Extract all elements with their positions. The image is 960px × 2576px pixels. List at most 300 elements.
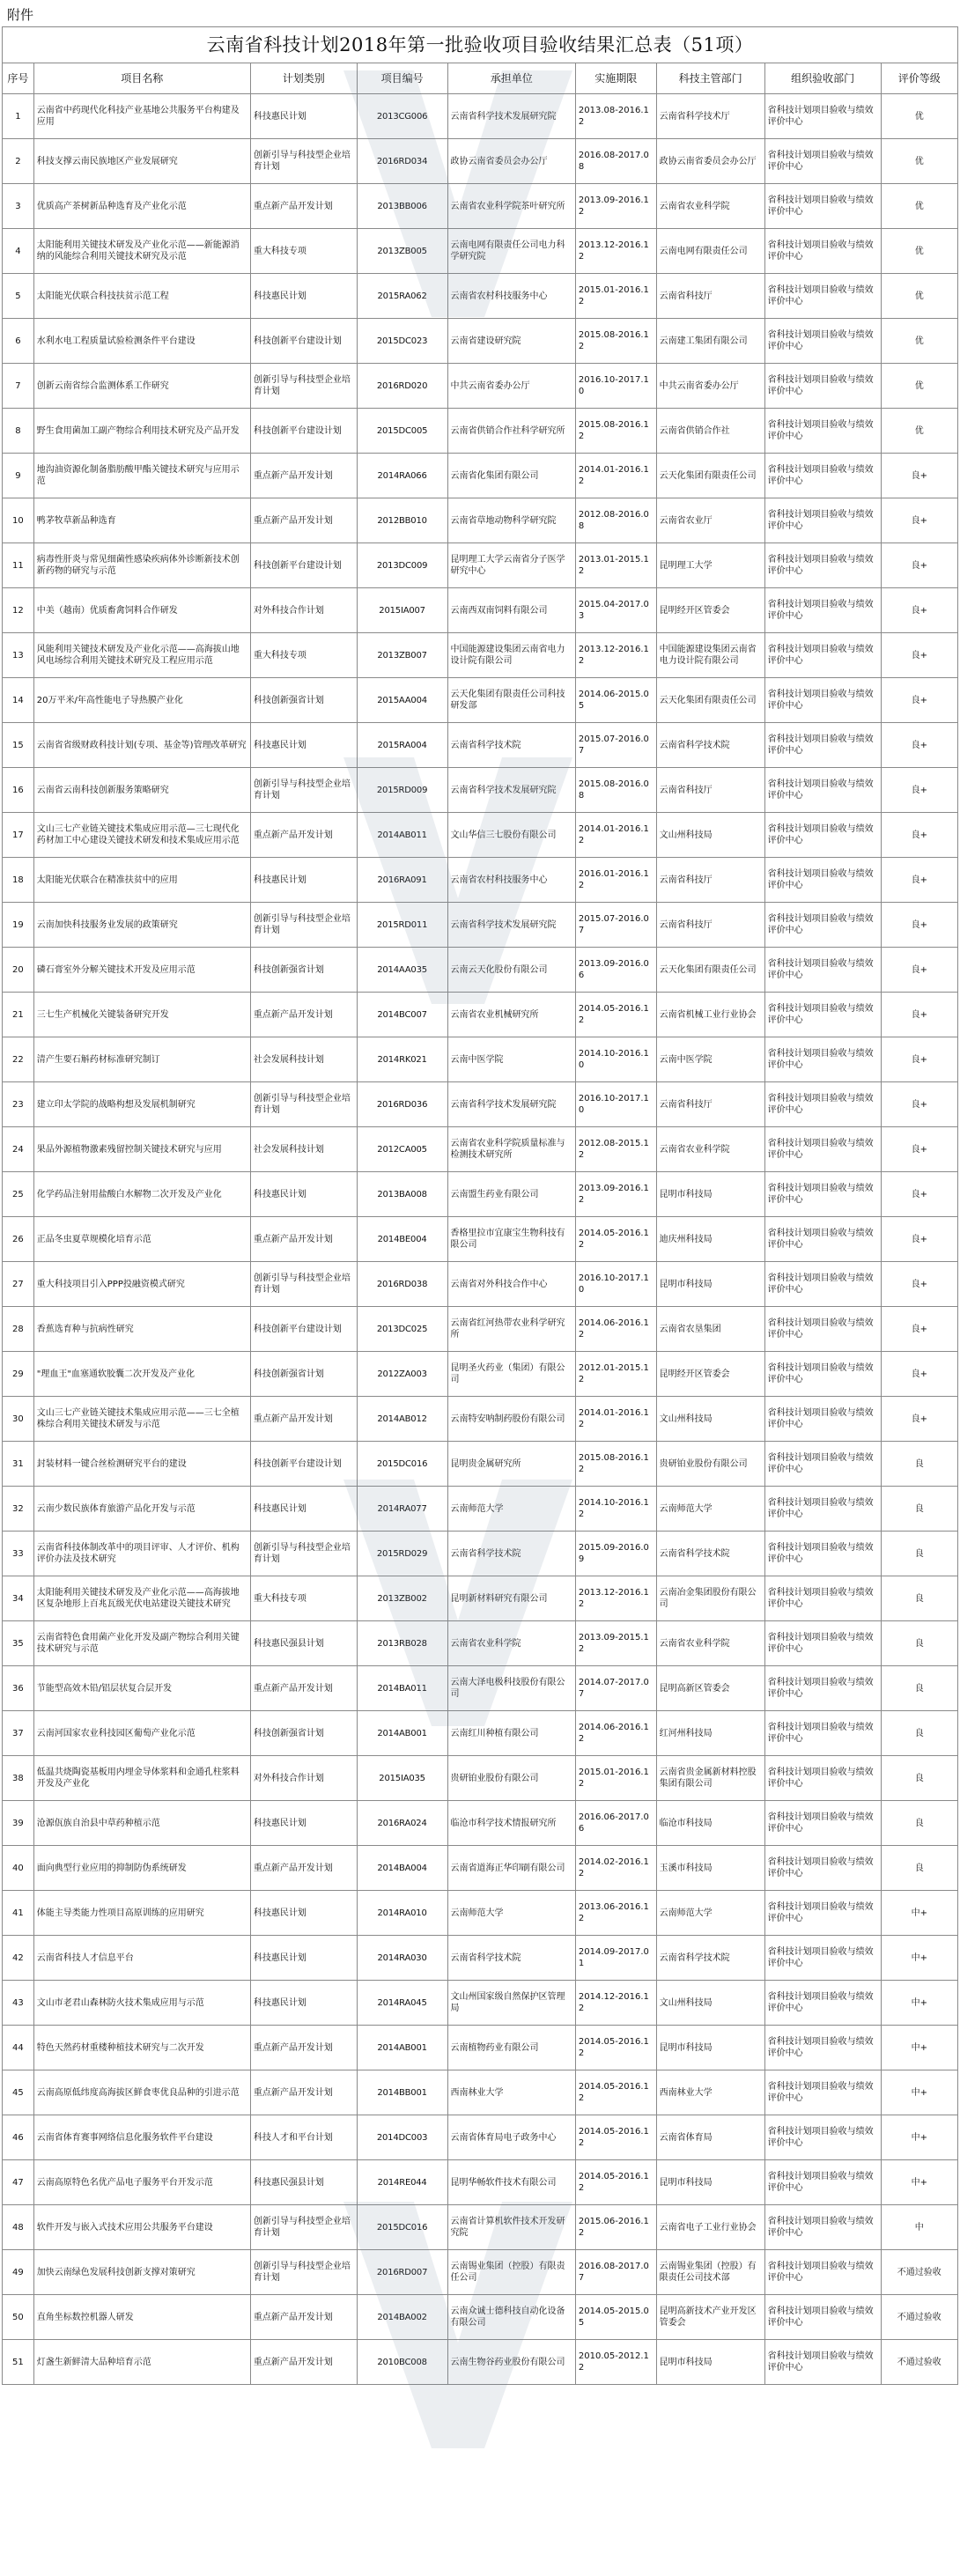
acceptance-department: 省科技计划项目验收与绩效评价中心 [764,1532,881,1576]
project-code: 2014RK021 [357,1037,447,1082]
program-category: 创新引导与科技型企业培育计划 [250,139,357,184]
undertaking-organization: 云南省道海正华印刷有限公司 [447,1846,575,1891]
table-row [3,319,958,364]
program-category: 创新引导与科技型企业培育计划 [250,1082,357,1127]
undertaking-organization: 文山华信三七股份有限公司 [447,813,575,858]
evaluation-grade: 优 [881,409,957,454]
project-name: 太阳能利用关键技术研发及产业化示范——新能源消纳的风能综合利用关键技术研究及示范 [33,229,250,274]
supervising-department: 贵研铂业股份有限公司 [656,1442,764,1487]
project-name: 中美（越南）优质畜禽饲料合作研发 [33,588,250,633]
implementation-period: 2013.12-2016.12 [575,1576,656,1621]
project-name: 云南少数民族体育旅游产品化开发与示范 [33,1487,250,1532]
supervising-department: 云南省农业科学院 [656,184,764,229]
row-number: 38 [3,1756,34,1801]
project-code: 2014BA004 [357,1846,447,1891]
acceptance-department: 省科技计划项目验收与绩效评价中心 [764,1981,881,2026]
row-number: 37 [3,1711,34,1756]
program-category: 创新引导与科技型企业培育计划 [250,1532,357,1576]
evaluation-grade: 良+ [881,1127,957,1172]
table-row [3,1801,958,1846]
evaluation-grade: 良+ [881,454,957,498]
program-category: 重点新产品开发计划 [250,993,357,1037]
project-name: 云南河国家农业科技园区葡萄产业化示范 [33,1711,250,1756]
program-category: 科技创新平台建设计划 [250,409,357,454]
project-name: 磷石膏室外分解关键技术开发及应用示范 [33,948,250,993]
acceptance-department: 省科技计划项目验收与绩效评价中心 [764,454,881,498]
row-number: 9 [3,454,34,498]
project-name: 香蕉选育种与抗病性研究 [33,1307,250,1352]
project-code: 2014DC003 [357,2115,447,2160]
project-code: 2014AB001 [357,1711,447,1756]
project-name: 云南省中药现代化科技产业基地公共服务平台构建及应用 [33,94,250,139]
undertaking-organization: 云南省农村科技服务中心 [447,858,575,903]
project-code: 2016RA024 [357,1801,447,1846]
undertaking-organization: 云南省农村科技服务中心 [447,274,575,319]
undertaking-organization: 云南省农业科学院茶叶研究所 [447,184,575,229]
supervising-department: 云南省农业科学院 [656,1621,764,1666]
project-name: 节能型高效木铅/铝层状复合层开发 [33,1666,250,1711]
program-category: 重点新产品开发计划 [250,1397,357,1442]
project-name: 地沟油资源化制备脂肪酸甲酯关键技术研究与应用示范 [33,454,250,498]
undertaking-organization: 云南生物谷药业股份有限公司 [447,2340,575,2385]
acceptance-department: 省科技计划项目验收与绩效评价中心 [764,993,881,1037]
undertaking-organization: 西南林业大学 [447,2070,575,2115]
supervising-department: 云南省科技厅 [656,903,764,948]
evaluation-grade: 良+ [881,768,957,813]
project-code: 2015RA004 [357,723,447,768]
undertaking-organization: 文山州国家级自然保护区管理局 [447,1981,575,2026]
project-code: 2016RD038 [357,1262,447,1307]
project-code: 2013ZB007 [357,633,447,678]
project-code: 2015DC016 [357,2205,447,2250]
supervising-department: 昆明高新区管委会 [656,1666,764,1711]
undertaking-organization: 香格里拉市宜康宝生物科技有限公司 [447,1217,575,1262]
acceptance-department: 省科技计划项目验收与绩效评价中心 [764,2295,881,2340]
table-row [3,723,958,768]
project-name: 云南省省级财政科技计划(专项、基金等)管理改革研究 [33,723,250,768]
program-category: 科技惠民强县计划 [250,2160,357,2205]
row-number: 8 [3,409,34,454]
row-number: 31 [3,1442,34,1487]
acceptance-department: 省科技计划项目验收与绩效评价中心 [764,364,881,409]
project-name: 云南省体育赛事网络信息化服务软件平台建设 [33,2115,250,2160]
project-name: 文山三七产业链关键技术集成应用示范——三七全植株综合利用关键技术研发与示范 [33,1397,250,1442]
project-code: 2015DC023 [357,319,447,364]
program-category: 重点新产品开发计划 [250,2026,357,2070]
supervising-department: 云南省农业厅 [656,498,764,543]
implementation-period: 2016.10-2017.10 [575,1082,656,1127]
row-number: 7 [3,364,34,409]
undertaking-organization: 云南省供销合作社科学研究所 [447,409,575,454]
acceptance-department: 省科技计划项目验收与绩效评价中心 [764,498,881,543]
supervising-department: 云南省科学技术院 [656,1936,764,1981]
undertaking-organization: 云南红川种植有限公司 [447,1711,575,1756]
implementation-period: 2010.05-2012.12 [575,2340,656,2385]
row-number: 47 [3,2160,34,2205]
implementation-period: 2014.06-2016.12 [575,1711,656,1756]
project-code: 2013CG006 [357,94,447,139]
undertaking-organization: 云南省体育局电子政务中心 [447,2115,575,2160]
implementation-period: 2015.08-2016.12 [575,1442,656,1487]
evaluation-grade: 中 [881,2205,957,2250]
project-name: 软件开发与嵌入式技术应用公共服务平台建设 [33,2205,250,2250]
evaluation-grade: 良+ [881,1217,957,1262]
acceptance-department: 省科技计划项目验收与绩效评价中心 [764,94,881,139]
program-category: 科技惠民计划 [250,1891,357,1936]
evaluation-grade: 良+ [881,678,957,723]
project-name: 创新云南省综合监测体系工作研究 [33,364,250,409]
table-row [3,2070,958,2115]
row-number: 44 [3,2026,34,2070]
row-number: 29 [3,1352,34,1397]
evaluation-grade: 良 [881,1801,957,1846]
program-category: 创新引导与科技型企业培育计划 [250,2205,357,2250]
header-acceptance-dept: 组织验收部门 [764,63,881,94]
supervising-department: 昆明高新技术产业开发区管委会 [656,2295,764,2340]
project-code: 2015IA035 [357,1756,447,1801]
supervising-department: 昆明理工大学 [656,543,764,588]
undertaking-organization: 云南省建设研究院 [447,319,575,364]
project-name: 云南省科技体制改革中的项目评审、人才评价、机构评价办法及技术研究 [33,1532,250,1576]
undertaking-organization: 云南众诚士德科技自动化设备有限公司 [447,2295,575,2340]
acceptance-department: 省科技计划项目验收与绩效评价中心 [764,274,881,319]
acceptance-department: 省科技计划项目验收与绩效评价中心 [764,1487,881,1532]
table-row [3,364,958,409]
project-name: 云南省特色食用菌产业化开发及副产物综合利用关键技术研究与示范 [33,1621,250,1666]
supervising-department: 昆明经开区管委会 [656,588,764,633]
program-category: 对外科技合作计划 [250,588,357,633]
program-category: 创新引导与科技型企业培育计划 [250,903,357,948]
project-name: 建立印太学院的战略构想及发展机制研究 [33,1082,250,1127]
implementation-period: 2014.06-2015.05 [575,678,656,723]
project-name: 清产生要石斛药材标准研究制订 [33,1037,250,1082]
undertaking-organization: 昆明贵金属研究所 [447,1442,575,1487]
project-name: 云南省云南科技创新服务策略研究 [33,768,250,813]
row-number: 27 [3,1262,34,1307]
table-row [3,498,958,543]
implementation-period: 2013.12-2016.12 [575,229,656,274]
row-number: 32 [3,1487,34,1532]
program-category: 创新引导与科技型企业培育计划 [250,2250,357,2295]
acceptance-department: 省科技计划项目验收与绩效评价中心 [764,1711,881,1756]
project-name: 正品冬虫夏草规模化培育示范 [33,1217,250,1262]
implementation-period: 2013.09-2016.06 [575,948,656,993]
table-row [3,1487,958,1532]
project-code: 2012CA005 [357,1127,447,1172]
program-category: 科技创新强省计划 [250,1711,357,1756]
header-no: 序号 [3,63,34,94]
table-row [3,543,958,588]
program-category: 重点新产品开发计划 [250,1846,357,1891]
table-row [3,1666,958,1711]
project-name: 加快云南绿色发展科技创新支撑对策研究 [33,2250,250,2295]
row-number: 33 [3,1532,34,1576]
project-name: 体能主导类能力性项目高原训练的应用研究 [33,1891,250,1936]
acceptance-department: 省科技计划项目验收与绩效评价中心 [764,319,881,364]
project-name: 封装材料一键合丝检测研究平台的建设 [33,1442,250,1487]
header-organization: 承担单位 [447,63,575,94]
program-category: 重点新产品开发计划 [250,2070,357,2115]
project-name: 特色天然药材重楼种植技术研究与二次开发 [33,2026,250,2070]
supervising-department: 玉溪市科技局 [656,1846,764,1891]
project-name: 云南高原特色名优产品电子服务平台开发示范 [33,2160,250,2205]
implementation-period: 2016.10-2017.10 [575,1262,656,1307]
row-number: 49 [3,2250,34,2295]
evaluation-grade: 良+ [881,1262,957,1307]
supervising-department: 云南省农业科学院 [656,1127,764,1172]
project-code: 2014BE004 [357,1217,447,1262]
implementation-period: 2014.07-2017.07 [575,1666,656,1711]
evaluation-grade: 优 [881,319,957,364]
program-category: 对外科技合作计划 [250,1756,357,1801]
acceptance-department: 省科技计划项目验收与绩效评价中心 [764,2026,881,2070]
header-project-name: 项目名称 [33,63,250,94]
row-number: 45 [3,2070,34,2115]
supervising-department: 云南省农垦集团 [656,1307,764,1352]
project-code: 2015RD029 [357,1532,447,1576]
implementation-period: 2015.07-2016.07 [575,723,656,768]
table-row [3,1397,958,1442]
project-code: 2014RE044 [357,2160,447,2205]
acceptance-department: 省科技计划项目验收与绩效评价中心 [764,1262,881,1307]
undertaking-organization: 云南中医学院 [447,1037,575,1082]
project-code: 2014BB001 [357,2070,447,2115]
row-number: 20 [3,948,34,993]
row-number: 48 [3,2205,34,2250]
table-row [3,229,958,274]
acceptance-department: 省科技计划项目验收与绩效评价中心 [764,1442,881,1487]
implementation-period: 2014.05-2016.12 [575,2026,656,2070]
implementation-period: 2014.01-2016.12 [575,454,656,498]
acceptance-department: 省科技计划项目验收与绩效评价中心 [764,768,881,813]
table-row [3,588,958,633]
table-row [3,1352,958,1397]
implementation-period: 2014.05-2016.12 [575,2115,656,2160]
supervising-department: 云天化集团有限责任公司 [656,948,764,993]
project-name: 文山市老君山森林防火技术集成应用与示范 [33,1981,250,2026]
evaluation-grade: 中+ [881,1981,957,2026]
supervising-department: 云南冶金集团股份有限公司 [656,1576,764,1621]
undertaking-organization: 云南锡业集团（控股）有限责任公司 [447,2250,575,2295]
table-row [3,1442,958,1487]
supervising-department: 昆明市科技局 [656,1262,764,1307]
undertaking-organization: 云南省计算机软件技术开发研究院 [447,2205,575,2250]
implementation-period: 2013.01-2015.12 [575,543,656,588]
project-code: 2013BA008 [357,1172,447,1217]
undertaking-organization: 政协云南省委员会办公厅 [447,139,575,184]
undertaking-organization: 昆明圣火药业（集团）有限公司 [447,1352,575,1397]
acceptance-department: 省科技计划项目验收与绩效评价中心 [764,1307,881,1352]
undertaking-organization: 临沧市科学技术情报研究所 [447,1801,575,1846]
project-code: 2012ZA003 [357,1352,447,1397]
implementation-period: 2014.06-2016.12 [575,1307,656,1352]
program-category: 科技创新强省计划 [250,678,357,723]
project-code: 2015IA007 [357,588,447,633]
undertaking-organization: 云南省红河热带农业科学研究所 [447,1307,575,1352]
table-row [3,1082,958,1127]
table-row [3,903,958,948]
program-category: 重点新产品开发计划 [250,454,357,498]
evaluation-grade: 良 [881,1576,957,1621]
evaluation-grade: 良 [881,1846,957,1891]
results-table [2,26,958,2385]
implementation-period: 2015.01-2016.12 [575,1756,656,1801]
program-category: 重点新产品开发计划 [250,813,357,858]
project-code: 2015RA062 [357,274,447,319]
evaluation-grade: 优 [881,364,957,409]
project-code: 2016RA091 [357,858,447,903]
undertaking-organization: 云南西双南饲料有限公司 [447,588,575,633]
row-number: 40 [3,1846,34,1891]
acceptance-department: 省科技计划项目验收与绩效评价中心 [764,1217,881,1262]
program-category: 科技惠民计划 [250,1981,357,2026]
project-code: 2013DC025 [357,1307,447,1352]
supervising-department: 文山州科技局 [656,813,764,858]
supervising-department: 政协云南省委员会办公厅 [656,139,764,184]
evaluation-grade: 良+ [881,903,957,948]
table-row [3,678,958,723]
program-category: 重点新产品开发计划 [250,184,357,229]
evaluation-grade: 良 [881,1532,957,1576]
project-code: 2014AA035 [357,948,447,993]
supervising-department: 临沧市科技局 [656,1801,764,1846]
row-number: 1 [3,94,34,139]
table-row [3,1891,958,1936]
row-number: 41 [3,1891,34,1936]
evaluation-grade: 良 [881,1756,957,1801]
implementation-period: 2014.12-2016.12 [575,1981,656,2026]
supervising-department: 昆明市科技局 [656,2026,764,2070]
row-number: 23 [3,1082,34,1127]
supervising-department: 云南中医学院 [656,1037,764,1082]
implementation-period: 2013.09-2016.12 [575,1172,656,1217]
acceptance-department: 省科技计划项目验收与绩效评价中心 [764,1936,881,1981]
project-name: 文山三七产业链关键技术集成应用示范—三七现代化药材加工中心建设关键技术研发和技术集成应用示范 [33,813,250,858]
supervising-department: 云南省科技厅 [656,858,764,903]
program-category: 科技惠民计划 [250,1936,357,1981]
acceptance-department: 省科技计划项目验收与绩效评价中心 [764,678,881,723]
undertaking-organization: 云南电网有限责任公司电力科学研究院 [447,229,575,274]
project-code: 2016RD036 [357,1082,447,1127]
acceptance-department: 省科技计划项目验收与绩效评价中心 [764,2115,881,2160]
table-row [3,184,958,229]
undertaking-organization: 云南省科学技术院 [447,1936,575,1981]
implementation-period: 2014.09-2017.01 [575,1936,656,1981]
acceptance-department: 省科技计划项目验收与绩效评价中心 [764,1846,881,1891]
row-number: 18 [3,858,34,903]
project-code: 2015RD011 [357,903,447,948]
table-row [3,454,958,498]
table-row [3,1532,958,1576]
project-code: 2014RA030 [357,1936,447,1981]
evaluation-grade: 良+ [881,858,957,903]
table-row [3,1576,958,1621]
row-number: 51 [3,2340,34,2385]
row-number: 50 [3,2295,34,2340]
program-category: 科技惠民计划 [250,94,357,139]
row-number: 14 [3,678,34,723]
project-name: 云南加快科技服务业发展的政策研究 [33,903,250,948]
project-code: 2014BA002 [357,2295,447,2340]
implementation-period: 2014.05-2016.12 [575,1217,656,1262]
project-code: 2010BC008 [357,2340,447,2385]
project-code: 2016RD034 [357,139,447,184]
acceptance-department: 省科技计划项目验收与绩效评价中心 [764,1037,881,1082]
undertaking-organization: 云南省草地动物科学研究院 [447,498,575,543]
table-row [3,1621,958,1666]
undertaking-organization: 云南省科学技术院 [447,1532,575,1576]
project-name: 太阳能光伏联合在精准扶贫中的应用 [33,858,250,903]
row-number: 3 [3,184,34,229]
supervising-department: 迪庆州科技局 [656,1217,764,1262]
program-category: 科技惠民强县计划 [250,1621,357,1666]
project-code: 2013ZB005 [357,229,447,274]
undertaking-organization: 中共云南省委办公厅 [447,364,575,409]
project-code: 2015DC005 [357,409,447,454]
acceptance-department: 省科技计划项目验收与绩效评价中心 [764,1172,881,1217]
project-code: 2015AA004 [357,678,447,723]
undertaking-organization: 云南省农业科学院 [447,1621,575,1666]
evaluation-grade: 良+ [881,1352,957,1397]
supervising-department: 云南电网有限责任公司 [656,229,764,274]
table-row [3,1756,958,1801]
project-name: 科技支撑云南民族地区产业发展研究 [33,139,250,184]
project-name: 化学药品注射用盐酸白水解物二次开发及产业化 [33,1172,250,1217]
project-name: 云南省科技人才信息平台 [33,1936,250,1981]
program-category: 科技惠民计划 [250,723,357,768]
implementation-period: 2014.05-2016.12 [575,993,656,1037]
acceptance-department: 省科技计划项目验收与绩效评价中心 [764,1397,881,1442]
implementation-period: 2014.10-2016.10 [575,1037,656,1082]
program-category: 重大科技专项 [250,633,357,678]
supervising-department: 云南建工集团有限公司 [656,319,764,364]
program-category: 重大科技专项 [250,1576,357,1621]
implementation-period: 2013.06-2016.12 [575,1891,656,1936]
undertaking-organization: 云南植物药业有限公司 [447,2026,575,2070]
program-category: 重点新产品开发计划 [250,2295,357,2340]
implementation-period: 2015.06-2016.12 [575,2205,656,2250]
supervising-department: 中共云南省委办公厅 [656,364,764,409]
implementation-period: 2016.01-2016.12 [575,858,656,903]
program-category: 重大科技专项 [250,229,357,274]
project-name: 病毒性肝炎与常见细菌性感染疾病体外诊断新技术创新药物的研究与示范 [33,543,250,588]
program-category: 科技创新平台建设计划 [250,1442,357,1487]
evaluation-grade: 中+ [881,2160,957,2205]
header-program: 计划类别 [250,63,357,94]
acceptance-department: 省科技计划项目验收与绩效评价中心 [764,633,881,678]
evaluation-grade: 良+ [881,723,957,768]
table-header-row [3,63,958,94]
project-code: 2013RB028 [357,1621,447,1666]
project-name: "理血王"血塞通软胶囊二次开发及产业化 [33,1352,250,1397]
undertaking-organization: 云南师范大学 [447,1891,575,1936]
project-code: 2013DC009 [357,543,447,588]
table-row [3,1846,958,1891]
project-name: 沧源佤族自治县中草药种植示范 [33,1801,250,1846]
table-row [3,274,958,319]
header-supervisor: 科技主管部门 [656,63,764,94]
table-row [3,1936,958,1981]
evaluation-grade: 中+ [881,1936,957,1981]
supervising-department: 云南省电子工业行业协会 [656,2205,764,2250]
project-name: 面向典型行业应用的抑制防伪系统研发 [33,1846,250,1891]
project-code: 2016RD007 [357,2250,447,2295]
undertaking-organization: 云南省农业机械研究所 [447,993,575,1037]
table-row [3,633,958,678]
evaluation-grade: 良 [881,1621,957,1666]
project-code: 2012BB010 [357,498,447,543]
program-category: 重点新产品开发计划 [250,2340,357,2385]
